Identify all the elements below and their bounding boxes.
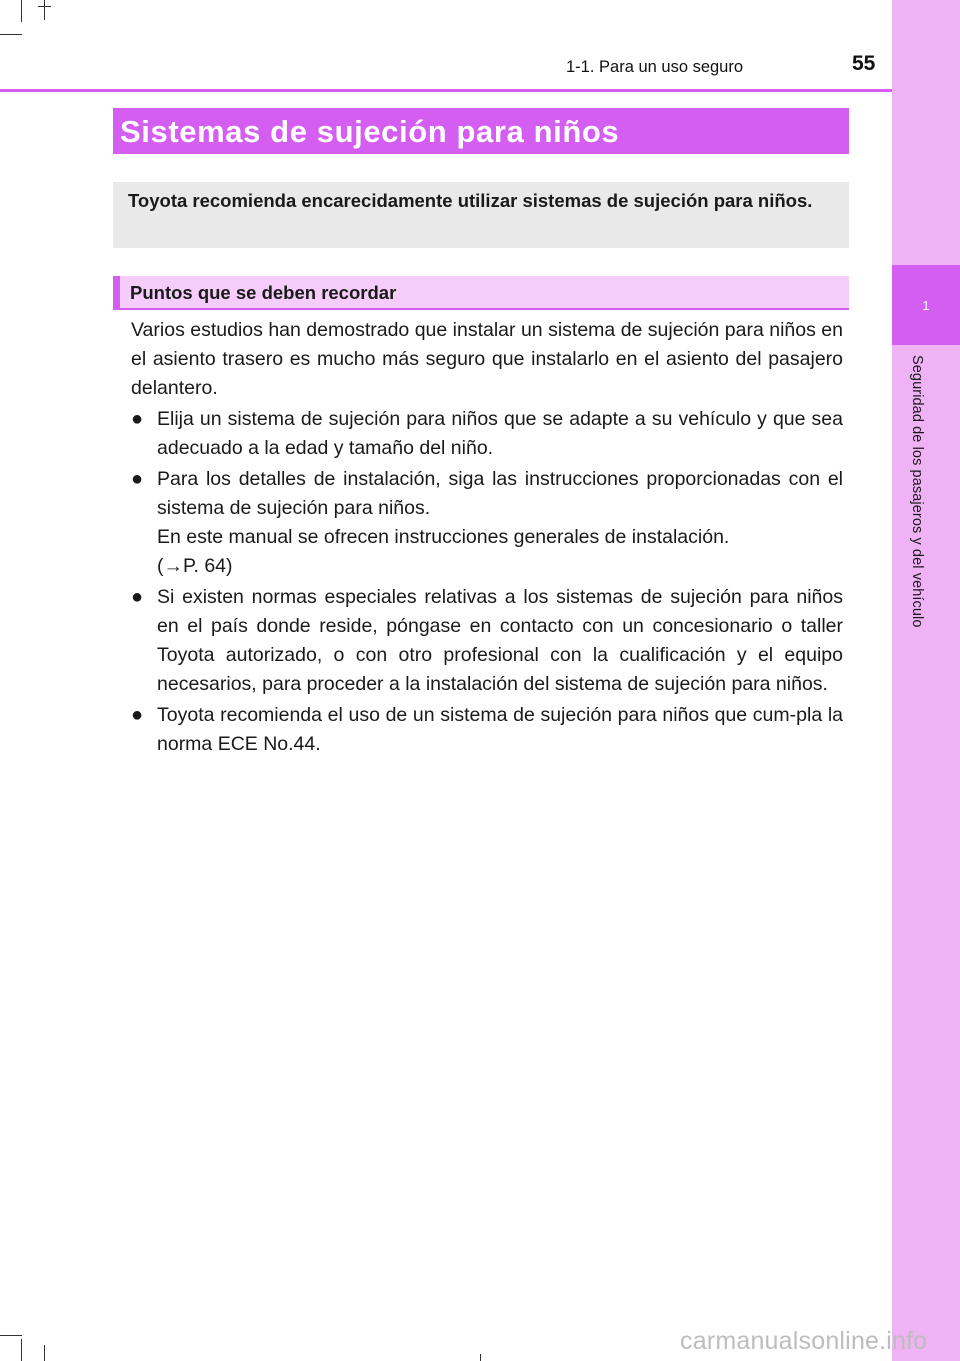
- crop-mark: [0, 1335, 22, 1336]
- crop-mark: [44, 1345, 45, 1361]
- subheading: [113, 276, 849, 310]
- crop-mark: [44, 0, 45, 20]
- chapter-title: Seguridad de los pasajeros y del vehículo: [909, 355, 925, 628]
- page-number: 55: [852, 52, 876, 75]
- subheading-marker: [113, 276, 120, 308]
- bullet-icon: ●: [131, 468, 144, 490]
- section-title: 1-1. Para un uso seguro: [566, 58, 744, 76]
- page-reference-link[interactable]: (→P. 64): [157, 555, 233, 577]
- bullet-text: En este manual se ofrecen instrucciones generales de instalación.: [157, 526, 730, 548]
- crop-mark: [21, 1339, 22, 1361]
- bullet-text: Elija un sistema de sujeción para niños que se adapte a su vehículo y que sea adecuado a la edad y tamaño del niño.: [157, 408, 843, 459]
- header-rule: [0, 89, 892, 92]
- intro-text: Toyota recomienda encarecidamente utilizar sistemas de sujeción para niños.: [128, 190, 813, 211]
- list-item: [131, 583, 843, 699]
- bullet-text: Toyota recomienda el uso de un sistema de sujeción para niños que cum-pla la norma ECE No.44.: [157, 704, 843, 755]
- crop-mark: [0, 34, 22, 35]
- subheading-text: Puntos que se deben recordar: [130, 282, 397, 303]
- list-item: [131, 465, 843, 581]
- crop-mark: [21, 0, 22, 22]
- list-item: [131, 701, 843, 759]
- watermark: carmanualsonline.info: [680, 1327, 928, 1355]
- list-item: [131, 405, 843, 463]
- chapter-number: 1: [922, 297, 930, 313]
- crop-mark: [38, 6, 51, 7]
- bullet-text: Si existen normas especiales relativas a los sistemas de sujeción para niños en el país donde reside, póngase en contacto con un concesionario o taller Toyota autorizado, o con otro profesional con la cualificación y el equipo necesarios, para proceder a la instalación del sistema de sujeción para niños.: [157, 586, 843, 695]
- page-title-bar: [113, 108, 849, 154]
- bullet-text: Para los detalles de instalación, siga las instrucciones proporcionadas con el sistema de sujeción para niños.: [157, 468, 843, 519]
- bullet-icon: ●: [131, 704, 144, 726]
- page-title: Sistemas de sujeción para niños: [120, 114, 620, 149]
- crop-mark: [480, 1354, 481, 1361]
- bullet-icon: ●: [131, 408, 144, 430]
- body-content: [131, 316, 843, 761]
- bullet-icon: ●: [131, 586, 144, 608]
- intro-box: [113, 182, 849, 248]
- chapter-tab[interactable]: [892, 265, 960, 345]
- intro-paragraph: Varios estudios han demostrado que instalar un sistema de sujeción para niños en el asiento trasero es mucho más seguro que instalarlo en el asiento del pasajero delantero.: [131, 319, 843, 399]
